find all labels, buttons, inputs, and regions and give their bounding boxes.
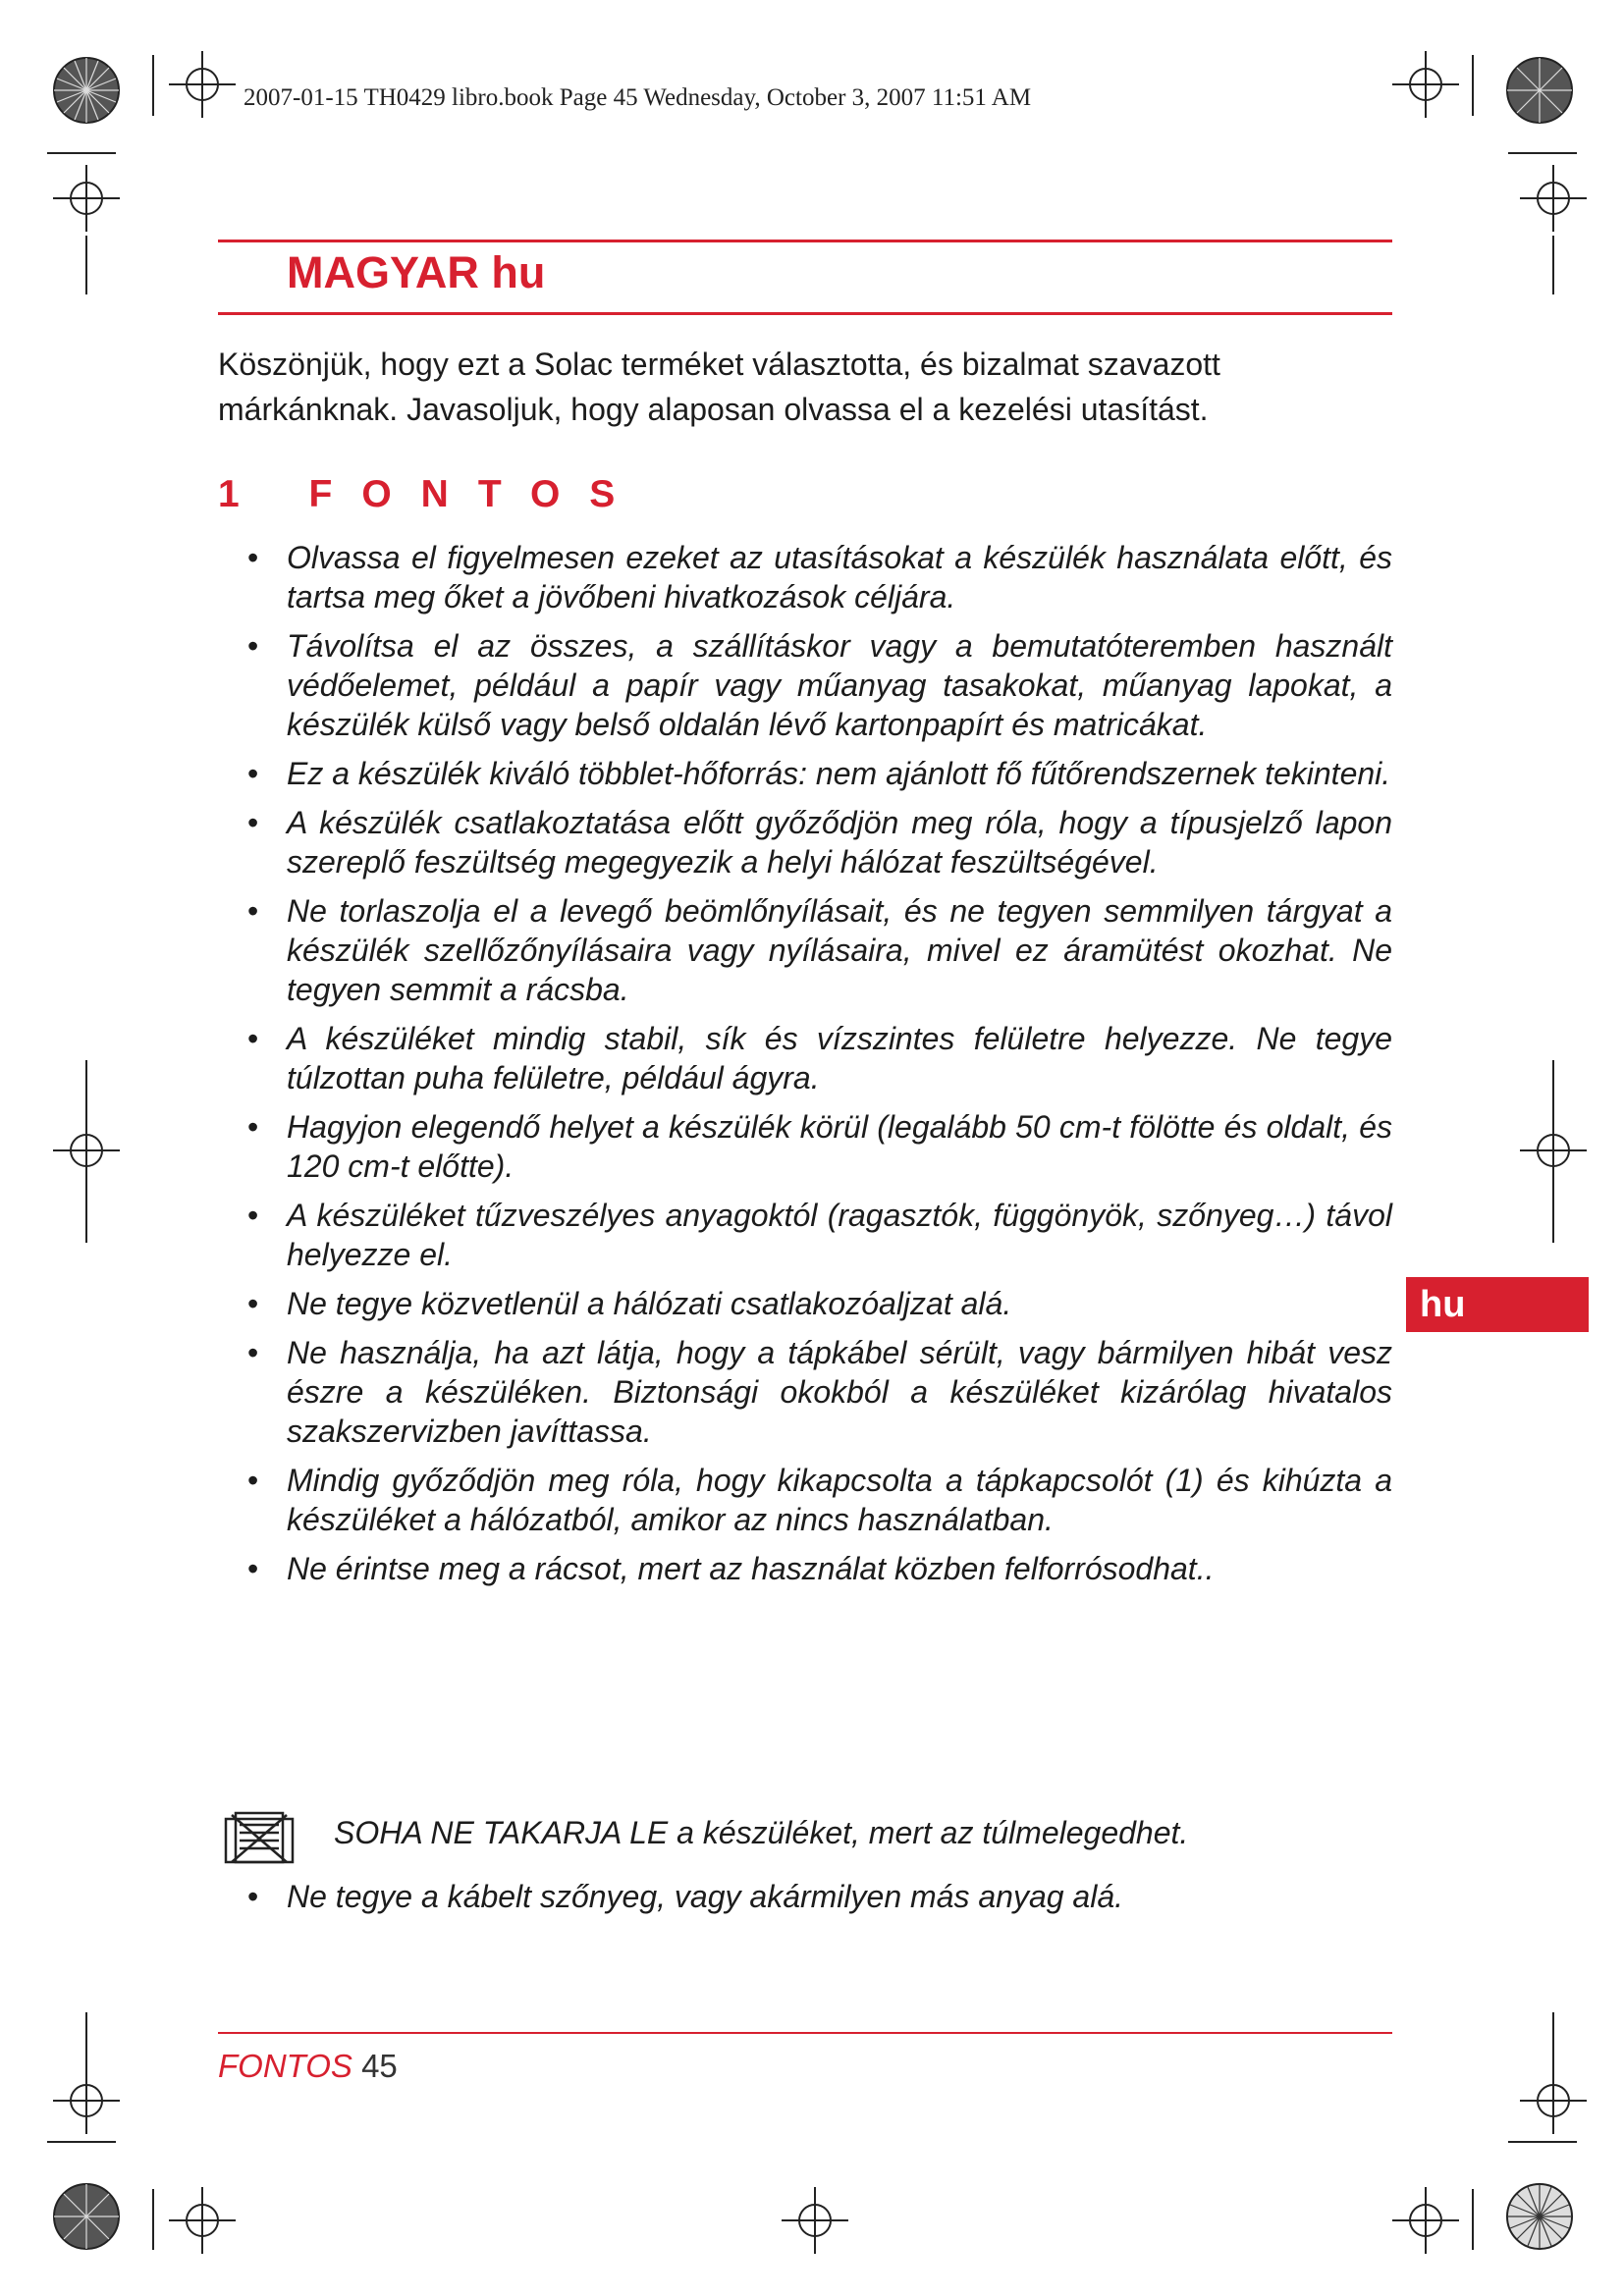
crosshair-mark-icon — [53, 2067, 120, 2134]
language-side-tab: hu — [1406, 1277, 1589, 1332]
crosshair-mark-icon — [1520, 1117, 1587, 1184]
crosshair-mark-icon — [1520, 2067, 1587, 2134]
title-top-rule — [218, 240, 1392, 242]
list-item: • A készüléket tűzveszélyes anyagoktól (ragasztók, függönyök, szőnyeg…) távol helyezze el. — [247, 1198, 1392, 1272]
page-number: 45 — [361, 2048, 398, 2084]
do-not-cover-icon — [222, 1809, 297, 1866]
crosshair-mark-icon — [53, 1117, 120, 1184]
crosshair-mark-icon — [53, 165, 120, 232]
crosshair-mark-icon — [782, 2187, 848, 2254]
print-header-info: 2007-01-15 TH0429 libro.book Page 45 Wednesday, October 3, 2007 11:51 AM — [244, 84, 1032, 111]
warning-text: SOHA NE TAKARJA LE a készüléket, mert az túlmelegedhet. — [334, 1815, 1189, 1850]
page-footer — [218, 2048, 398, 2085]
footer-section-label: FONTOS — [218, 2048, 352, 2084]
list-item: • A készüléket mindig stabil, sík és vízszintes felületre helyezze. Ne tegye túlzottan puha felületre, például ágyra. — [247, 1021, 1392, 1095]
list-item: • Mindig győződjön meg róla, hogy kikapcsolta a tápkapcsolót (1) és kihúzta a készüléket a hálózatból, amikor az nincs használatban. — [247, 1463, 1392, 1537]
list-item: • Ne tegye közvetlenül a hálózati csatlakozóaljzat alá. — [247, 1286, 1012, 1321]
starburst-mark-icon — [1507, 58, 1572, 123]
crosshair-mark-icon — [169, 51, 236, 118]
list-item: • Hagyjon elegendő helyet a készülék körül (legalább 50 cm-t fölötte és oldalt, és 120 cm-t előtte). — [247, 1109, 1392, 1184]
list-item: • Ne használja, ha azt látja, hogy a tápkábel sérült, vagy bármilyen hibát vesz észre a készüléken. Biztonsági okokból a készüléket kizárólag hivatalos szakszervizben javíttassa. — [247, 1335, 1392, 1449]
list-item: • A készülék csatlakoztatása előtt győződjön meg róla, hogy a típusjelző lapon szereplő feszültség megegyezik a helyi hálózat feszültségével. — [247, 805, 1392, 880]
crosshair-mark-icon — [1392, 2187, 1459, 2254]
list-item: • Ne torlaszolja el a levegő beömlőnyílásait, és ne tegyen semmilyen tárgyat a készülék szellőzőnyílásaira vagy nyílásaira, mivel ez áramütést okozhat. Ne tegyen semmit a rácsba. — [247, 893, 1392, 1007]
starburst-mark-icon — [1507, 2184, 1572, 2249]
crosshair-mark-icon — [1392, 51, 1459, 118]
footer-rule — [218, 2032, 1392, 2034]
list-item: • Ez a készülék kiváló többlet-hőforrás: nem ajánlott fő fűtőrendszernek tekinteni. — [247, 756, 1391, 791]
list-item: • Ne érintse meg a rácsot, mert az használat közben felforrósodhat.. — [247, 1551, 1215, 1586]
page-title: MAGYAR hu — [287, 247, 546, 297]
section-heading: 1 FONTOS — [218, 473, 645, 515]
warning-row — [218, 1809, 1392, 1868]
list-item: • Távolítsa el az összes, a szállításkor vagy a bemutatóteremben használt védőelemet, például a papír vagy műanyag tasakokat, műanyag lapokat, a készülék külső vagy belső oldalán lévő kartonpapírt és matricákat. — [247, 628, 1392, 742]
safety-bullet-list — [218, 538, 1392, 1598]
starburst-mark-icon — [54, 2184, 119, 2249]
list-item: • Olvassa el figyelmesen ezeket az utasításokat a készülék használata előtt, és tartsa meg őket a jövőbeni hivatkozások céljára. — [247, 540, 1392, 614]
crosshair-mark-icon — [169, 2187, 236, 2254]
starburst-mark-icon — [54, 58, 119, 123]
title-bottom-rule — [218, 312, 1392, 315]
crosshair-mark-icon — [1520, 165, 1587, 232]
intro-paragraph: Köszönjük, hogy ezt a Solac terméket választotta, és bizalmat szavazott márkánknak. Javasoljuk, hogy alaposan olvassa el a kezelési utasítást. — [218, 347, 1220, 427]
